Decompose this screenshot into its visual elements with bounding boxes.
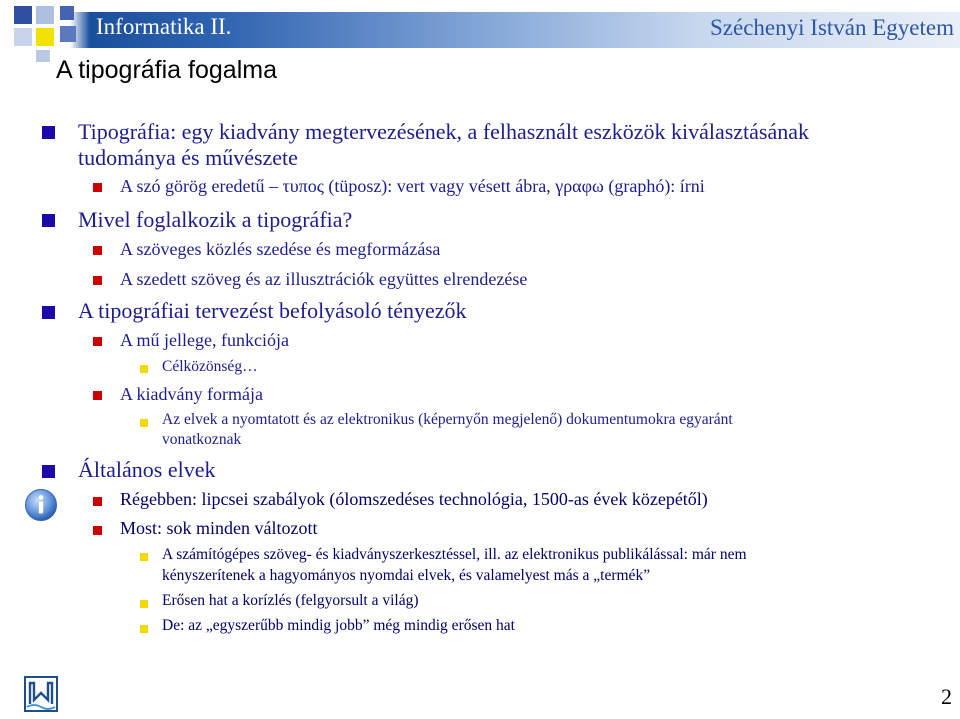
header-logo-square-blue-1 [14,6,32,24]
bullet-icon [42,126,55,139]
question-text: Mivel foglalkozik a tipográfia? [78,207,353,232]
header-logo-square-yellow [36,28,54,46]
bullet-icon [93,391,102,400]
bullet-icon [93,183,102,192]
university-name: Széchenyi István Egyetem [710,15,954,40]
bullet-icon [140,365,148,373]
factor-2: A kiadvány formája [120,384,263,404]
general-item-1: Régebben: lipcsei szabályok (ólomszedéses technológia, 1500-as évek közepétől) [120,489,708,509]
header-logo-square-light-3 [36,50,50,62]
bullet-icon [140,553,148,561]
bullet-icon [42,465,55,478]
question-item-2: A szedett szöveg és az illusztrációk együttes elrendezése [120,269,528,289]
bullet-icon [93,497,102,506]
bullet-icon [42,214,55,227]
page-number: 2 [941,684,952,709]
general-heading: Általános elvek [78,457,216,482]
definition-line-1: Tipográfia: egy kiadvány megtervezésének, a felhasznált eszközök kiválasztásának [78,119,810,144]
bullet-icon [93,337,102,346]
bullet-icon [93,526,102,535]
factor-1: A mű jellege, funkciója [120,330,289,350]
slide-title: A tipográfia fogalma [56,56,277,84]
header-logo-square-light-1 [36,6,54,24]
university-logo-icon [22,674,60,714]
bullet-icon [140,600,148,608]
header-logo-square-light-2 [14,28,32,46]
general-2-sub-2: Erősen hat a korízlés (felgyorsult a világ) [162,592,419,609]
factor-2-sub-line-1: Az elvek a nyomtatott és az elektronikus (képernyőn megjelenő) dokumentumokra egyaránt [162,411,733,428]
general-2-sub-1-line-1: A számítógépes szöveg- és kiadványszerkesztéssel, ill. az elektronikus publikálással: már nem [162,546,747,563]
origin-text: A szó görög eredetű – τυπος (tüposz): vert vagy vésett ábra, γραφω (graphó): írni [120,176,705,196]
bullet-icon [42,306,55,319]
factors-heading: A tipográfiai tervezést befolyásoló tényezők [78,298,467,323]
bullet-icon [93,246,102,255]
general-2-sub-1-line-2: kényszerítenek a hagyományos nyomdai elvek, és valamelyest más a „termék” [162,567,651,584]
info-icon[interactable] [24,488,58,522]
bullet-icon [93,276,102,285]
general-2-sub-3: De: az „egyszerűbb mindig jobb” még mindig erősen hat [162,617,515,634]
factor-1-sub: Célközönség… [162,358,258,375]
header-logo-square-blue-3 [60,26,76,42]
bullet-icon [140,625,148,633]
course-title: Informatika II. [96,14,232,39]
header-logo-square-blue-2 [60,6,74,20]
general-item-2: Most: sok minden változott [120,518,318,538]
factor-2-sub-line-2: vonatkoznak [162,431,242,448]
question-item-1: A szöveges közlés szedése és megformázása [120,239,441,259]
definition-line-2: tudománya és művészete [78,145,298,170]
bullet-icon [140,419,148,427]
